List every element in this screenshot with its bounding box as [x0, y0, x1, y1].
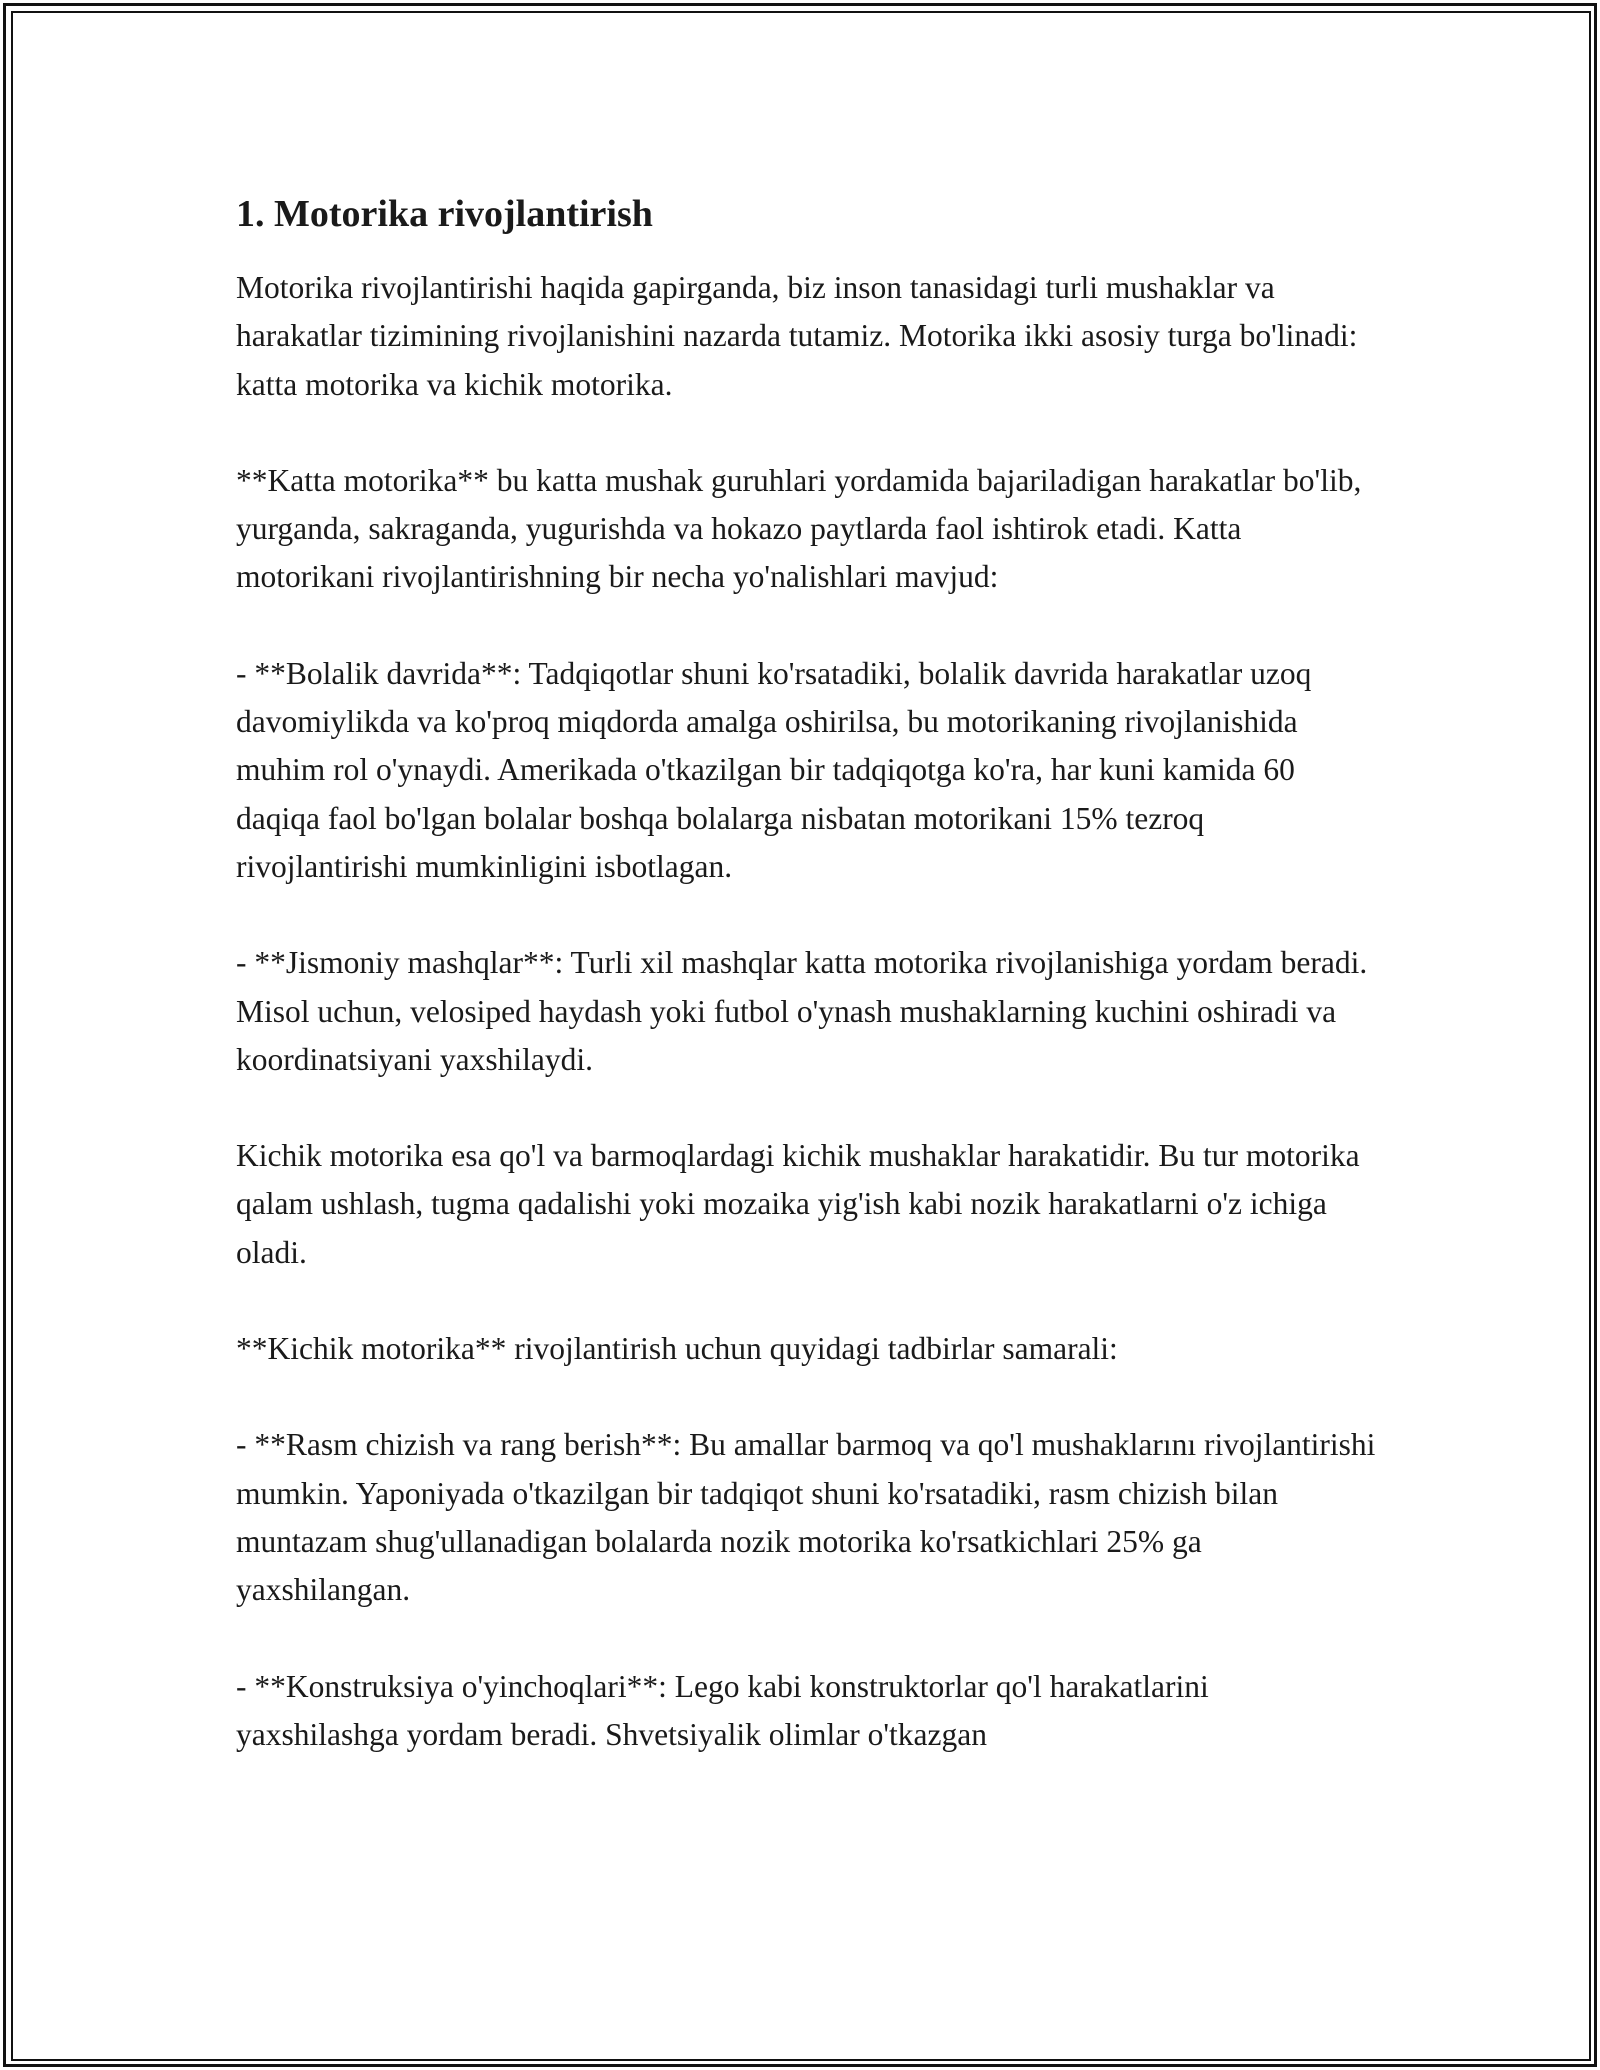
paragraph-fine-motor-activities: **Kichik motorika** rivojlantirish uchun quyidagi tadbirlar samarali:: [236, 1331, 1118, 1367]
section-heading: 1. Motorika rivojlantirish: [236, 193, 653, 235]
paragraph-childhood: - **Bolalik davrida**: Tadqiqotlar shuni ko'rsatadiki, bolalik davrida harakatlar uzoq davomiylikda va ko'proq miqdorda amalga oshirilsa, bu motorikaning rivojlanishida muhim rol o'ynaydi. Amerikada o'tkazilgan bir tadqiqotga ko'ra, har kuni kamida 60 daqiqa faol bo'lgan bolalar boshqa bolalarga nisbatan motorikani 15% tezroq rivojlantirishi mumkinligini isbotlagan.: [236, 655, 1312, 884]
paragraph-construction-toys: - **Konstruksiya o'yinchoqlari**: Lego kabi konstruktorlar qo'l harakatlarini yaxshilashga yordam beradi. Shvetsiyalik olimlar o'tkazgan: [236, 1668, 1209, 1752]
paragraph-exercises: - **Jismoniy mashqlar**: Turli xil mashqlar katta motorika rivojlanishiga yordam beradi. Misol uchun, velosiped haydash yoki futbol o'ynash mushaklarning kuchini oshiradi va koordinatsiyani yaxshilaydi.: [236, 945, 1368, 1077]
document-body: [236, 186, 1376, 1807]
paragraph-intro: Motorika rivojlantirishi haqida gapirganda, biz inson tanasidagi turli mushaklar va harakatlar tizimining rivojlanishini nazarda tutamiz. Motorika ikki asosiy turga bo'linadi: katta motorika va kichik motorika.: [236, 270, 1358, 402]
paragraph-gross-motor: **Katta motorika** bu katta mushak guruhlari yordamida bajariladigan harakatlar bo'lib, yurganda, sakraganda, yugurishda va hokazo paytlarda faol ishtirok etadi. Katta motorikani rivojlantirishning bir necha yo'nalishlari mavjud:: [236, 462, 1362, 595]
paragraph-fine-motor: Kichik motorika esa qo'l va barmoqlardagi kichik mushaklar harakatidir. Bu tur motorika qalam ushlash, tugma qadalishi yoki mozaika yig'ish kabi nozik harakatlarni o'z ichiga oladi.: [236, 1138, 1360, 1270]
paragraph-drawing: - **Rasm chizish va rang berish**: Bu amallar barmoq va qo'l mushaklarını rivojlantirishi mumkin. Yaponiyada o'tkazilgan bir tadqiqot shuni ko'rsatadiki, rasm chizish bilan muntazam shug'ullanadigan bolalarda nozik motorika ko'rsatkichlari 25% ga yaxshilangan.: [236, 1427, 1376, 1608]
